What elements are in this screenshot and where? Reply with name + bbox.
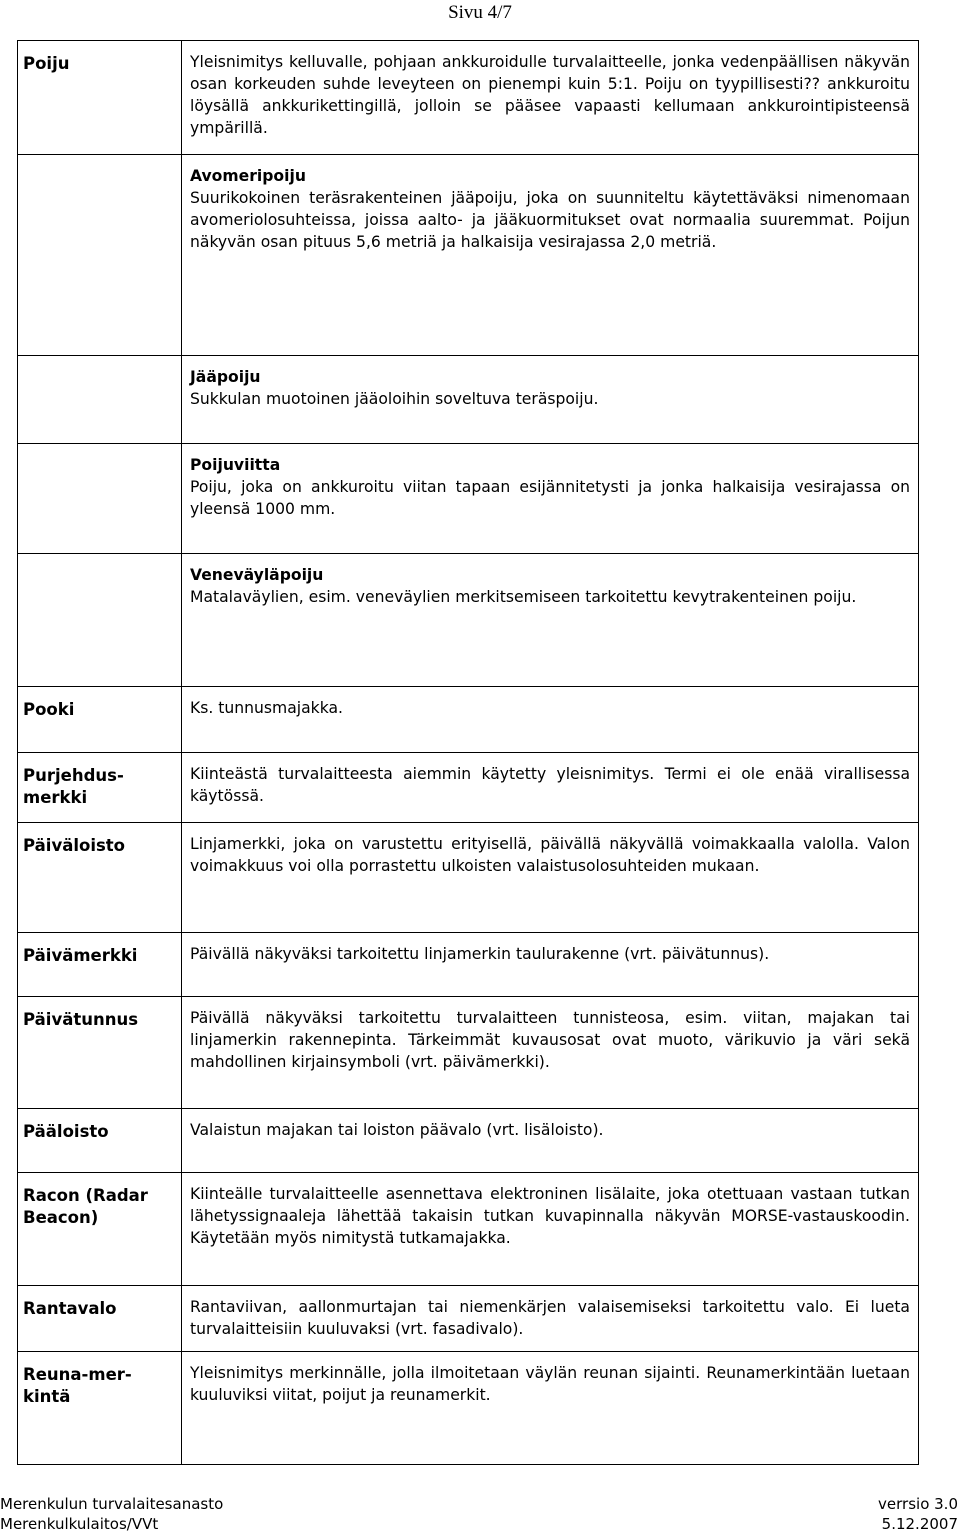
term-cell — [18, 444, 182, 554]
definition-cell — [182, 41, 919, 155]
term-label: Päiväloisto — [23, 836, 126, 855]
definition-text: Kiinteästä turvalaitteesta aiemmin käytetty yleisnimitys. Termi ei ole enää virallisessa käytössä. — [190, 765, 910, 805]
term-label: Rantavalo — [23, 1299, 117, 1318]
term-label: Päivätunnus — [23, 1010, 139, 1029]
definition-block — [190, 51, 910, 139]
glossary-row — [18, 997, 919, 1109]
definition-cell — [182, 1173, 919, 1286]
definition-text: Linjamerkki, joka on varustettu erityisellä, päivällä näkyvällä voimakkaalla valolla. Valon voimakkuus voi olla porrastettu ulkoisten valaistusolosuhteiden mukaan. — [190, 835, 910, 875]
definition-block — [190, 366, 910, 410]
definition-cell — [182, 997, 919, 1109]
subterm-heading: Veneväyläpoiju — [190, 566, 324, 584]
definition-block — [190, 165, 910, 253]
glossary-row — [18, 1286, 919, 1352]
definition-block — [190, 1296, 910, 1340]
glossary-row — [18, 823, 919, 933]
term-cell — [18, 997, 182, 1109]
definition-text: Valaistun majakan tai loiston päävalo (vrt. lisäloisto). — [190, 1121, 604, 1139]
footer-date: 5.12.2007 — [881, 1515, 958, 1533]
term-cell — [18, 823, 182, 933]
page-footer — [0, 1494, 960, 1534]
term-cell — [18, 41, 182, 155]
definition-block — [190, 943, 910, 965]
definition-text: Kiinteälle turvalaitteelle asennettava elektroninen lisälaite, joka otettuaan vastaan tutkan lähetyssignaaleja lähettää takaisin tutkan kuvapinnalla näkyvän MORSE-vastauskoodin. Käytetään myös nimitystä tutkamajakka. — [190, 1185, 910, 1247]
subterm-heading: Avomeripoiju — [190, 167, 306, 185]
term-cell — [18, 1109, 182, 1173]
glossary-row — [18, 356, 919, 444]
definition-cell — [182, 155, 919, 356]
definition-block — [190, 1362, 910, 1406]
definition-block — [190, 763, 910, 807]
term-label: Reuna-mer- — [23, 1365, 132, 1384]
definition-cell — [182, 823, 919, 933]
definition-text: Päivällä näkyväksi tarkoitettu turvalaitteen tunnisteosa, esim. viitan, majakan tai linjamerkin rakennepinta. Tärkeimmät kuvausosat ovat muoto, värikuvio ja väri sekä mahdollinen kirjainsymboli (vrt. päivämerkki). — [190, 1009, 910, 1071]
footer-document-title: Merenkulun turvalaitesanasto — [0, 1495, 224, 1513]
glossary-table — [17, 40, 919, 1465]
definition-block — [190, 564, 910, 608]
subterm-heading: Poijuviitta — [190, 456, 281, 474]
glossary-row — [18, 933, 919, 997]
definition-cell — [182, 1352, 919, 1465]
term-label: Poiju — [23, 54, 70, 73]
term-cell — [18, 933, 182, 997]
glossary-row — [18, 41, 919, 155]
glossary-row — [18, 155, 919, 356]
glossary-row — [18, 687, 919, 753]
definition-cell — [182, 933, 919, 997]
definition-cell — [182, 687, 919, 753]
subterm-heading: Jääpoiju — [190, 368, 261, 386]
definition-text: Suurikokoinen teräsrakenteinen jääpoiju, joka on suunniteltu käytettäväksi nimenomaan avomeriolosuhteissa, joissa aalto- ja jääkuormitukset ovat normaalia suuremmat. Poijun näkyvän osan pituus 5,6 metriä ja halkaisija vesirajassa 2,0 metriä. — [190, 189, 910, 251]
definition-text: Matalaväylien, esim. veneväylien merkitsemiseen tarkoitettu kevytrakenteinen poiju. — [190, 588, 857, 606]
term-label: Pooki — [23, 700, 75, 719]
definition-block — [190, 1119, 910, 1141]
definition-block — [190, 697, 910, 719]
definition-block — [190, 1183, 910, 1249]
footer-version: verrsio 3.0 — [878, 1495, 958, 1513]
glossary-row — [18, 444, 919, 554]
definition-text: Yleisnimitys merkinnälle, jolla ilmoitetaan väylän reunan sijainti. Reunamerkintään luetaan kuuluviksi viitat, poijut ja reunamerkit. — [190, 1364, 910, 1404]
definition-text: Sukkulan muotoinen jääoloihin soveltuva teräspoiju. — [190, 390, 599, 408]
term-cell — [18, 155, 182, 356]
term-cell — [18, 554, 182, 687]
glossary-row — [18, 554, 919, 687]
glossary-row — [18, 1352, 919, 1465]
definition-text: Poiju, joka on ankkuroitu viitan tapaan esijännitetysti ja jonka halkaisija vesirajassa on yleensä 1000 mm. — [190, 478, 910, 518]
definition-cell — [182, 444, 919, 554]
term-label: Racon (Radar — [23, 1186, 148, 1205]
definition-block — [190, 833, 910, 877]
term-cell — [18, 1286, 182, 1352]
definition-cell — [182, 356, 919, 444]
definition-cell — [182, 1286, 919, 1352]
definition-cell — [182, 1109, 919, 1173]
glossary-row — [18, 753, 919, 823]
definition-text: Yleisnimitys kelluvalle, pohjaan ankkuroidulle turvalaitteelle, jonka vedenpäällisen näkyvän osan korkeuden suhde leveyteen on pienempi kuin 5:1. Poiju on tyypillisesti?? ankkuroitu löysällä ankkurikettingillä, jolloin se pääsee vapaasti kellumaan ankkurointipisteensä ympärillä. — [190, 53, 910, 137]
term-cell — [18, 1352, 182, 1465]
definition-text: Rantaviivan, aallonmurtajan tai niemenkärjen valaisemiseksi tarkoitettu valo. Ei lueta turvalaitteisiin kuuluvaksi (vrt. fasadivalo). — [190, 1298, 910, 1338]
term-label: Pääloisto — [23, 1122, 109, 1141]
definition-cell — [182, 554, 919, 687]
definition-block — [190, 454, 910, 520]
definition-cell — [182, 753, 919, 823]
term-label: Purjehdus- — [23, 766, 124, 785]
definition-text: Päivällä näkyväksi tarkoitettu linjamerkin taulurakenne (vrt. päivätunnus). — [190, 945, 770, 963]
glossary-row — [18, 1109, 919, 1173]
term-cell — [18, 687, 182, 753]
definition-block — [190, 1007, 910, 1073]
term-label: Beacon) — [23, 1208, 99, 1227]
term-cell — [18, 753, 182, 823]
term-label: kintä — [23, 1387, 71, 1406]
footer-organization: Merenkulkulaitos/VVt — [0, 1515, 159, 1533]
glossary-row — [18, 1173, 919, 1286]
definition-text: Ks. tunnusmajakka. — [190, 699, 343, 717]
term-cell — [18, 356, 182, 444]
term-label: Päivämerkki — [23, 946, 138, 965]
page-number: Sivu 4/7 — [448, 2, 512, 23]
term-cell — [18, 1173, 182, 1286]
term-label: merkki — [23, 788, 88, 807]
